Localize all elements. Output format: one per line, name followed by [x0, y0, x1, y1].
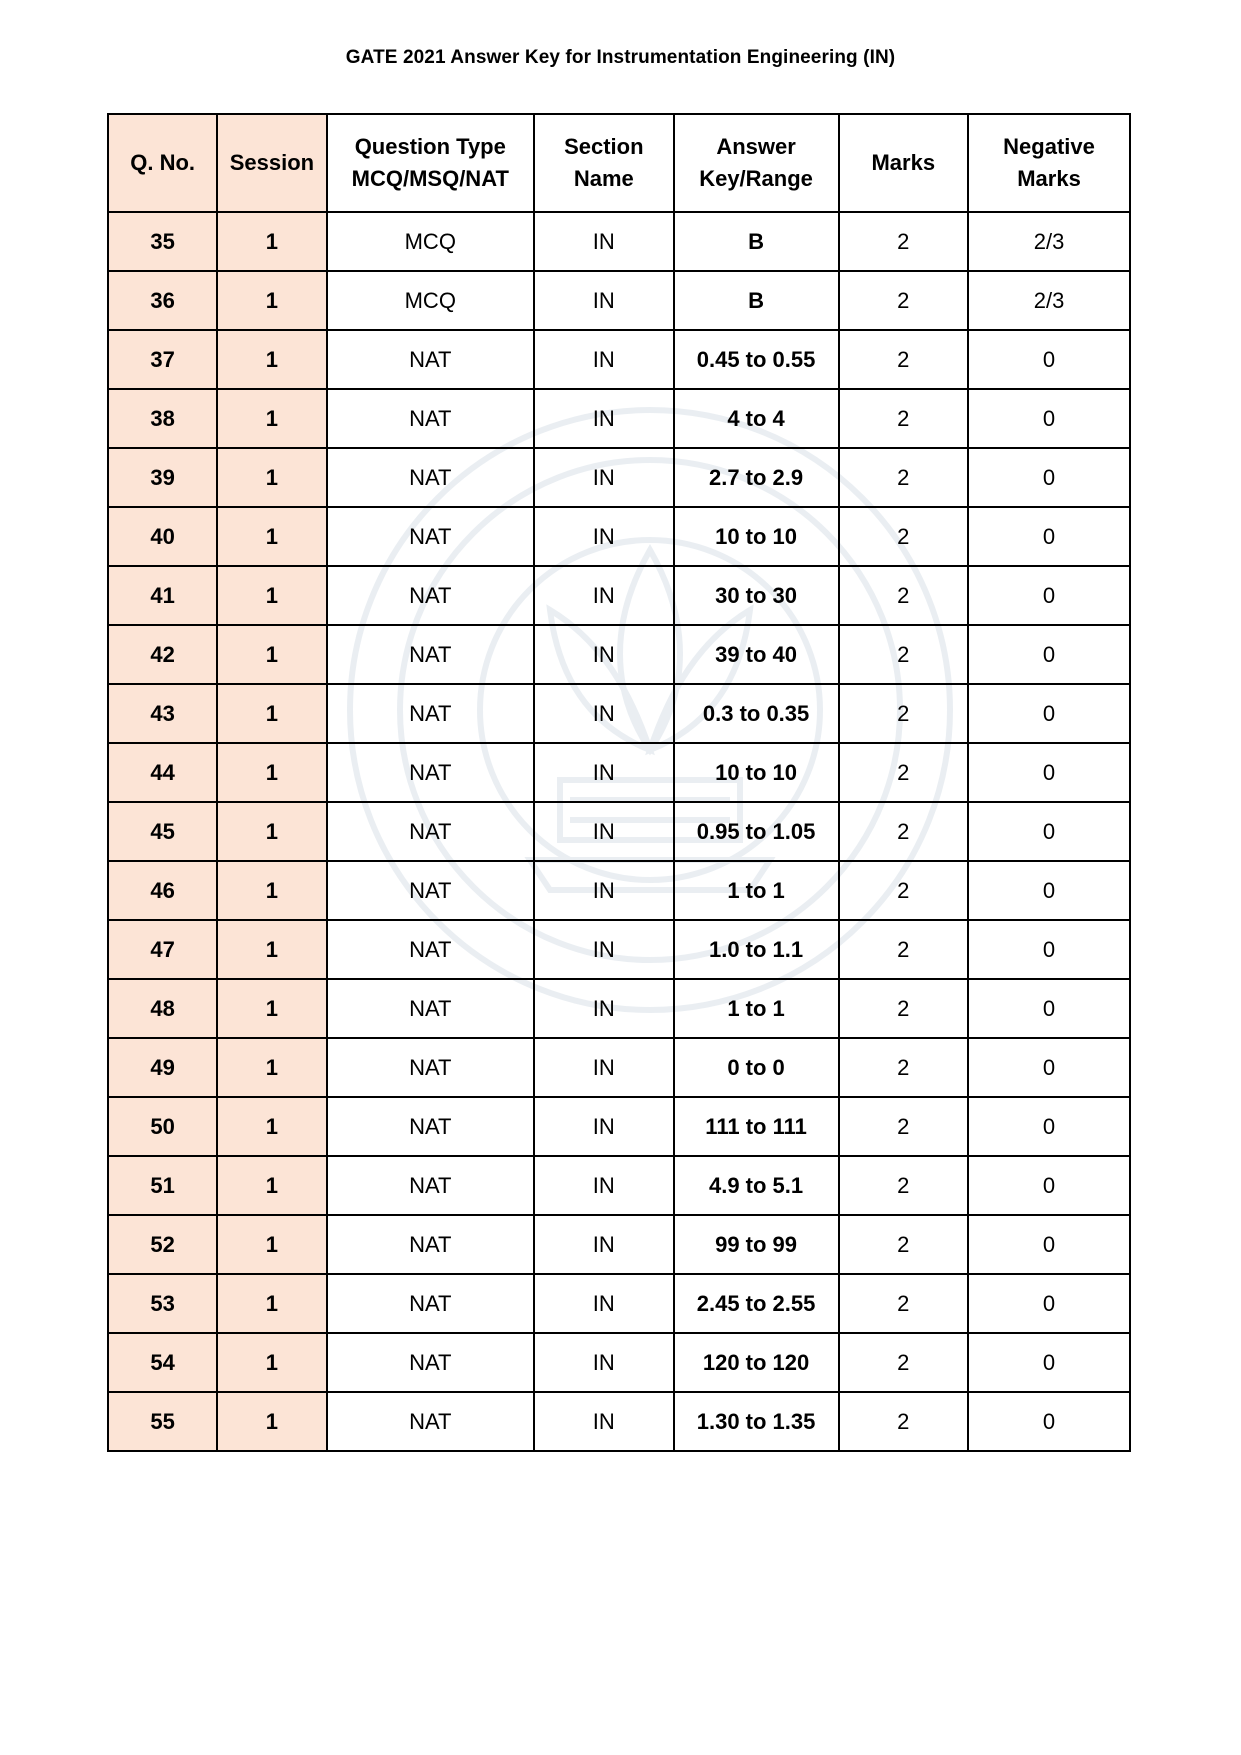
cell-negative-marks: 0	[968, 802, 1130, 861]
cell-section: IN	[534, 1392, 674, 1451]
cell-qno: 52	[108, 1215, 217, 1274]
cell-answer: 30 to 30	[674, 566, 839, 625]
cell-answer: 99 to 99	[674, 1215, 839, 1274]
cell-question-type: NAT	[327, 1215, 534, 1274]
cell-marks: 2	[839, 507, 969, 566]
cell-qno: 54	[108, 1333, 217, 1392]
header-row	[108, 114, 1130, 212]
table-row	[108, 1333, 1130, 1392]
cell-section: IN	[534, 861, 674, 920]
cell-negative-marks: 0	[968, 684, 1130, 743]
cell-section: IN	[534, 448, 674, 507]
cell-negative-marks: 0	[968, 448, 1130, 507]
cell-qno: 41	[108, 566, 217, 625]
cell-question-type: NAT	[327, 802, 534, 861]
header-marks: Marks	[839, 114, 969, 212]
table-row	[108, 1156, 1130, 1215]
cell-answer: 1.0 to 1.1	[674, 920, 839, 979]
cell-section: IN	[534, 212, 674, 271]
cell-marks: 2	[839, 212, 969, 271]
cell-marks: 2	[839, 1274, 969, 1333]
cell-negative-marks: 0	[968, 1274, 1130, 1333]
cell-question-type: NAT	[327, 920, 534, 979]
cell-section: IN	[534, 920, 674, 979]
header-negative-marks: Negative Marks	[968, 114, 1130, 212]
table-row	[108, 1215, 1130, 1274]
cell-answer: 4.9 to 5.1	[674, 1156, 839, 1215]
cell-session: 1	[217, 330, 326, 389]
table-row	[108, 566, 1130, 625]
cell-question-type: NAT	[327, 625, 534, 684]
cell-session: 1	[217, 212, 326, 271]
cell-negative-marks: 0	[968, 1392, 1130, 1451]
table-row	[108, 1392, 1130, 1451]
cell-session: 1	[217, 566, 326, 625]
cell-section: IN	[534, 1097, 674, 1156]
cell-qno: 42	[108, 625, 217, 684]
cell-session: 1	[217, 271, 326, 330]
cell-section: IN	[534, 979, 674, 1038]
cell-question-type: NAT	[327, 1038, 534, 1097]
table-row	[108, 1274, 1130, 1333]
cell-marks: 2	[839, 861, 969, 920]
cell-answer: 0 to 0	[674, 1038, 839, 1097]
table-row	[108, 389, 1130, 448]
cell-session: 1	[217, 743, 326, 802]
cell-marks: 2	[839, 920, 969, 979]
cell-section: IN	[534, 507, 674, 566]
cell-question-type: NAT	[327, 566, 534, 625]
cell-question-type: NAT	[327, 861, 534, 920]
cell-marks: 2	[839, 1215, 969, 1274]
cell-qno: 48	[108, 979, 217, 1038]
answer-key-table	[107, 113, 1131, 1452]
cell-section: IN	[534, 389, 674, 448]
cell-qno: 36	[108, 271, 217, 330]
cell-qno: 39	[108, 448, 217, 507]
cell-answer: 39 to 40	[674, 625, 839, 684]
cell-qno: 55	[108, 1392, 217, 1451]
cell-question-type: NAT	[327, 507, 534, 566]
cell-question-type: NAT	[327, 1333, 534, 1392]
cell-negative-marks: 2/3	[968, 271, 1130, 330]
header-section-name: Section Name	[534, 114, 674, 212]
cell-qno: 46	[108, 861, 217, 920]
cell-qno: 40	[108, 507, 217, 566]
cell-question-type: NAT	[327, 330, 534, 389]
cell-session: 1	[217, 1333, 326, 1392]
cell-negative-marks: 0	[968, 1156, 1130, 1215]
table-row	[108, 271, 1130, 330]
cell-section: IN	[534, 1215, 674, 1274]
cell-section: IN	[534, 802, 674, 861]
cell-negative-marks: 0	[968, 979, 1130, 1038]
cell-qno: 35	[108, 212, 217, 271]
cell-question-type: NAT	[327, 448, 534, 507]
cell-section: IN	[534, 330, 674, 389]
cell-session: 1	[217, 684, 326, 743]
cell-qno: 49	[108, 1038, 217, 1097]
cell-section: IN	[534, 684, 674, 743]
cell-answer: 111 to 111	[674, 1097, 839, 1156]
cell-negative-marks: 0	[968, 743, 1130, 802]
cell-session: 1	[217, 389, 326, 448]
cell-session: 1	[217, 1215, 326, 1274]
table-body	[108, 212, 1130, 1451]
cell-question-type: NAT	[327, 1274, 534, 1333]
table-row	[108, 802, 1130, 861]
cell-qno: 43	[108, 684, 217, 743]
cell-negative-marks: 0	[968, 1215, 1130, 1274]
cell-question-type: NAT	[327, 743, 534, 802]
cell-marks: 2	[839, 625, 969, 684]
cell-session: 1	[217, 1097, 326, 1156]
cell-marks: 2	[839, 1392, 969, 1451]
cell-negative-marks: 0	[968, 625, 1130, 684]
cell-answer: 1 to 1	[674, 979, 839, 1038]
cell-answer: 10 to 10	[674, 507, 839, 566]
cell-marks: 2	[839, 743, 969, 802]
cell-marks: 2	[839, 271, 969, 330]
table-row	[108, 1038, 1130, 1097]
cell-section: IN	[534, 1156, 674, 1215]
table-row	[108, 507, 1130, 566]
cell-marks: 2	[839, 566, 969, 625]
header-qno: Q. No.	[108, 114, 217, 212]
cell-qno: 47	[108, 920, 217, 979]
cell-question-type: NAT	[327, 389, 534, 448]
cell-marks: 2	[839, 448, 969, 507]
cell-section: IN	[534, 271, 674, 330]
cell-section: IN	[534, 566, 674, 625]
cell-question-type: NAT	[327, 1156, 534, 1215]
table-row	[108, 212, 1130, 271]
page-title: GATE 2021 Answer Key for Instrumentation Engineering (IN)	[345, 47, 896, 68]
cell-marks: 2	[839, 1156, 969, 1215]
cell-answer: 0.45 to 0.55	[674, 330, 839, 389]
cell-marks: 2	[839, 979, 969, 1038]
cell-session: 1	[217, 507, 326, 566]
cell-negative-marks: 0	[968, 566, 1130, 625]
cell-section: IN	[534, 1274, 674, 1333]
cell-marks: 2	[839, 1038, 969, 1097]
cell-qno: 45	[108, 802, 217, 861]
cell-session: 1	[217, 448, 326, 507]
cell-question-type: NAT	[327, 979, 534, 1038]
cell-session: 1	[217, 920, 326, 979]
cell-answer: 1 to 1	[674, 861, 839, 920]
header-answer-key: Answer Key/Range	[674, 114, 839, 212]
cell-answer: 2.45 to 2.55	[674, 1274, 839, 1333]
cell-session: 1	[217, 979, 326, 1038]
cell-answer: 120 to 120	[674, 1333, 839, 1392]
table-row	[108, 861, 1130, 920]
cell-section: IN	[534, 625, 674, 684]
table-row	[108, 625, 1130, 684]
cell-session: 1	[217, 861, 326, 920]
cell-section: IN	[534, 1038, 674, 1097]
cell-marks: 2	[839, 1097, 969, 1156]
table-row	[108, 684, 1130, 743]
cell-session: 1	[217, 1274, 326, 1333]
cell-negative-marks: 0	[968, 861, 1130, 920]
cell-qno: 37	[108, 330, 217, 389]
table-row	[108, 743, 1130, 802]
cell-negative-marks: 0	[968, 1333, 1130, 1392]
cell-negative-marks: 0	[968, 507, 1130, 566]
cell-question-type: MCQ	[327, 212, 534, 271]
cell-marks: 2	[839, 684, 969, 743]
cell-answer: 0.3 to 0.35	[674, 684, 839, 743]
cell-session: 1	[217, 1156, 326, 1215]
cell-qno: 51	[108, 1156, 217, 1215]
table-row	[108, 1097, 1130, 1156]
cell-question-type: MCQ	[327, 271, 534, 330]
cell-negative-marks: 0	[968, 1097, 1130, 1156]
header-session: Session	[217, 114, 326, 212]
cell-answer: 2.7 to 2.9	[674, 448, 839, 507]
cell-qno: 50	[108, 1097, 217, 1156]
table-row	[108, 448, 1130, 507]
table-row	[108, 920, 1130, 979]
cell-answer: 0.95 to 1.05	[674, 802, 839, 861]
cell-answer: B	[674, 212, 839, 271]
cell-negative-marks: 0	[968, 330, 1130, 389]
cell-session: 1	[217, 802, 326, 861]
cell-question-type: NAT	[327, 1097, 534, 1156]
cell-qno: 38	[108, 389, 217, 448]
cell-answer: 1.30 to 1.35	[674, 1392, 839, 1451]
cell-session: 1	[217, 625, 326, 684]
cell-marks: 2	[839, 1333, 969, 1392]
cell-marks: 2	[839, 330, 969, 389]
cell-answer: B	[674, 271, 839, 330]
cell-question-type: NAT	[327, 684, 534, 743]
cell-section: IN	[534, 743, 674, 802]
cell-qno: 44	[108, 743, 217, 802]
cell-negative-marks: 0	[968, 1038, 1130, 1097]
cell-section: IN	[534, 1333, 674, 1392]
cell-marks: 2	[839, 389, 969, 448]
header-question-type: Question Type MCQ/MSQ/NAT	[327, 114, 534, 212]
cell-negative-marks: 2/3	[968, 212, 1130, 271]
cell-qno: 53	[108, 1274, 217, 1333]
table-row	[108, 330, 1130, 389]
cell-negative-marks: 0	[968, 920, 1130, 979]
table-row	[108, 979, 1130, 1038]
cell-negative-marks: 0	[968, 389, 1130, 448]
cell-session: 1	[217, 1392, 326, 1451]
cell-answer: 4 to 4	[674, 389, 839, 448]
cell-marks: 2	[839, 802, 969, 861]
cell-session: 1	[217, 1038, 326, 1097]
cell-answer: 10 to 10	[674, 743, 839, 802]
cell-question-type: NAT	[327, 1392, 534, 1451]
